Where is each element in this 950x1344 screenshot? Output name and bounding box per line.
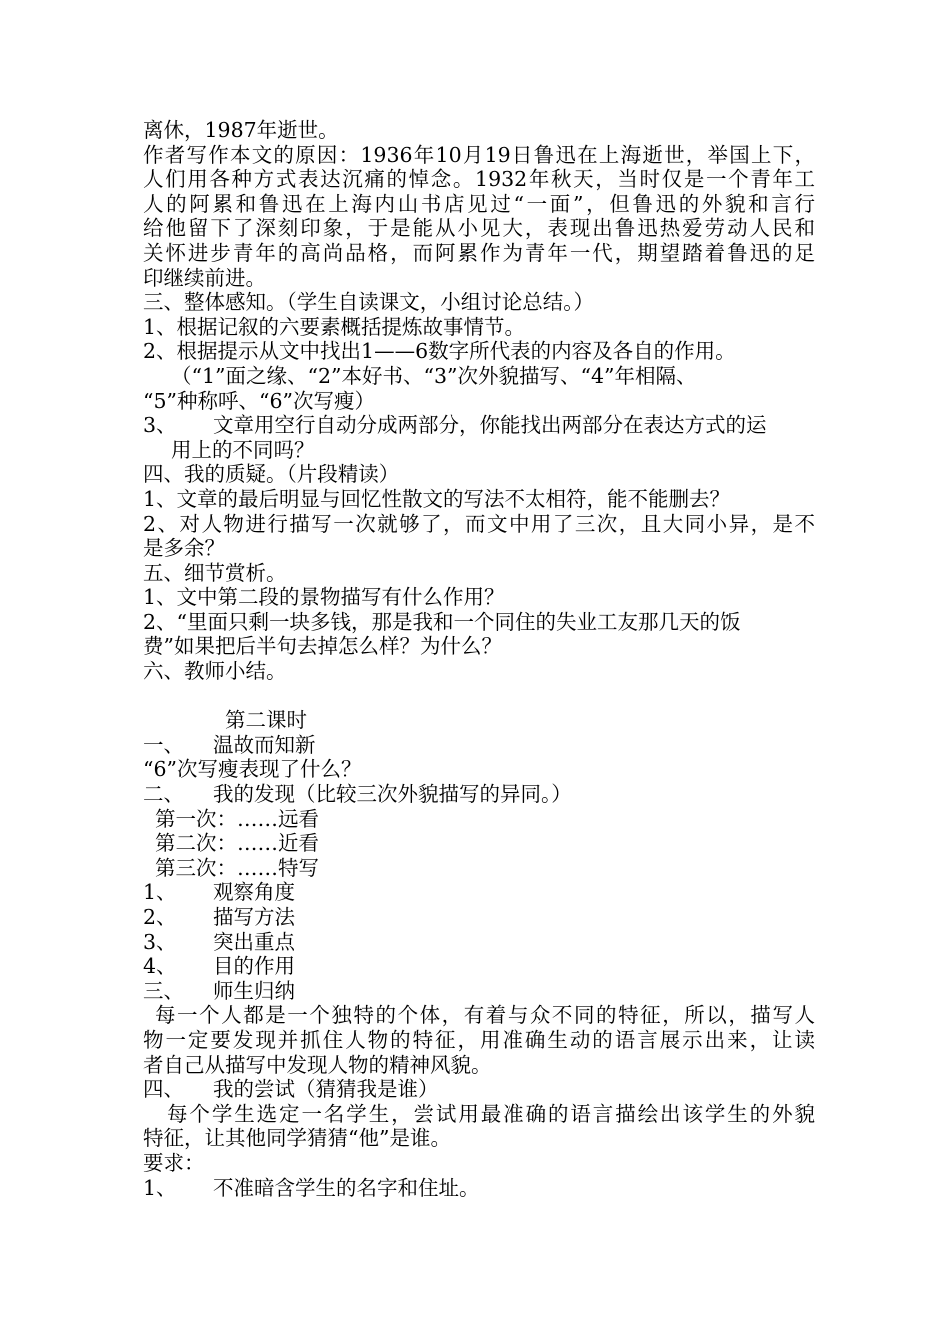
item-text: 目的作用	[213, 954, 295, 979]
text-line: 者自己从描写中发现人物的精神风貌。	[143, 1052, 492, 1077]
section-heading	[143, 733, 815, 758]
section-title: 师生归纳	[213, 978, 295, 1003]
numbered-item	[143, 1176, 815, 1201]
section-heading	[143, 979, 815, 1004]
section-heading	[143, 1077, 815, 1102]
item-number: 2、	[143, 905, 177, 929]
text-line: 给他留下了深刻印象，于是能从小见大，表现出鲁迅热爱劳动人民和	[143, 216, 815, 241]
section-heading: 四、我的质疑。（片段精读）	[143, 462, 400, 487]
section-title: 我的尝试（猜猜我是谁）	[213, 1077, 439, 1102]
item-text: 不准暗含学生的名字和住址。	[213, 1175, 480, 1200]
item-text: 描写方法	[213, 905, 295, 929]
text-line: 1、文中第二段的景物描写有什么作用？	[143, 585, 505, 610]
text-line: 每一个人都是一个独特的个体，有着与众不同的特征，所以，描写人	[155, 1003, 815, 1028]
section-number: 四、	[143, 1077, 184, 1102]
item-number: 4、	[143, 954, 177, 979]
text-line: 特征，让其他同学猜猜“他”是谁。	[143, 1126, 451, 1151]
section-title: 我的发现（比较三次外貌描写的异同。）	[213, 782, 572, 807]
text-line: 离休，1987年逝世。	[143, 118, 339, 142]
text-line: 人的阿累和鲁迅在上海内山书店见过“一面”，但鲁迅的外貌和言行	[143, 191, 815, 216]
item-number: 3、	[143, 413, 177, 438]
text-line: 作者写作本文的原因：1936年10月19日鲁迅在上海逝世，举国上下，	[143, 142, 815, 167]
lesson-title: 第二课时	[225, 708, 307, 733]
item-text: 文章用空行自动分成两部分，你能找出两部分在表达方式的运	[213, 413, 767, 438]
text-line: 关怀进步青年的高尚品格，而阿累作为青年一代，期望踏着鲁迅的足	[143, 240, 815, 265]
text-line: 2、“里面只剩一块多钱，那是我和一个同住的失业工友那几天的饭	[143, 609, 741, 634]
text-line: （“1”面之缘、“2”本好书、“3”次外貌描写、“4”年相隔、	[171, 363, 697, 388]
numbered-item	[143, 954, 815, 979]
document-page	[143, 118, 815, 1200]
text-line: 1、文章的最后明显与回忆性散文的写法不太相符，能不能删去？	[143, 486, 731, 511]
text-line: 要求：	[143, 1150, 205, 1175]
text-line: 费”如果把后半句去掉怎么样？为什么？	[143, 634, 502, 659]
text-line: 第三次：……特写	[155, 855, 319, 880]
text-line: 物一定要发现并抓住人物的特征，用准确生动的语言展示出来，让读	[143, 1027, 815, 1052]
numbered-item	[143, 880, 815, 905]
text-line: 第一次：……远看	[155, 806, 319, 831]
text-line: 第二次：……近看	[155, 831, 319, 856]
text-line: 用上的不同吗？	[171, 437, 315, 462]
item-number: 1、	[143, 880, 177, 905]
section-number: 三、	[143, 978, 184, 1003]
section-title: 温故而知新	[213, 732, 316, 757]
numbered-item	[143, 413, 815, 438]
text-line: 1、根据记叙的六要素概括提炼故事情节。	[143, 314, 526, 339]
text-line: 2、对人物进行描写一次就够了，而文中用了三次，且大同小异，是不	[143, 511, 815, 536]
text-line: 印继续前进。	[143, 265, 266, 290]
section-number: 二、	[143, 782, 184, 807]
text-line: “6”次写瘦表现了什么？	[143, 757, 362, 782]
section-heading: 五、细节赏析。	[143, 560, 287, 585]
item-text: 观察角度	[213, 880, 295, 905]
section-number: 一、	[143, 732, 184, 757]
blank-line	[143, 684, 815, 709]
text-line: 2、根据提示从文中找出1——6数字所代表的内容及各自的作用。	[143, 339, 736, 364]
item-text: 突出重点	[213, 929, 295, 954]
text-line: “5”种称呼、“6”次写瘦）	[143, 388, 376, 413]
text-line: 是多余？	[143, 536, 225, 561]
section-heading: 三、整体感知。（学生自读课文，小组讨论总结。）	[143, 290, 594, 315]
section-heading	[143, 782, 815, 807]
text-line: 人们用各种方式表达沉痛的悼念。1932年秋天，当时仅是一个青年工	[143, 167, 815, 192]
numbered-item	[143, 905, 815, 930]
item-number: 3、	[143, 929, 177, 954]
section-heading: 六、教师小结。	[143, 659, 287, 684]
text-line: 每个学生选定一名学生，尝试用最准确的语言描绘出该学生的外貌	[167, 1101, 815, 1126]
item-number: 1、	[143, 1175, 177, 1200]
numbered-item	[143, 930, 815, 955]
